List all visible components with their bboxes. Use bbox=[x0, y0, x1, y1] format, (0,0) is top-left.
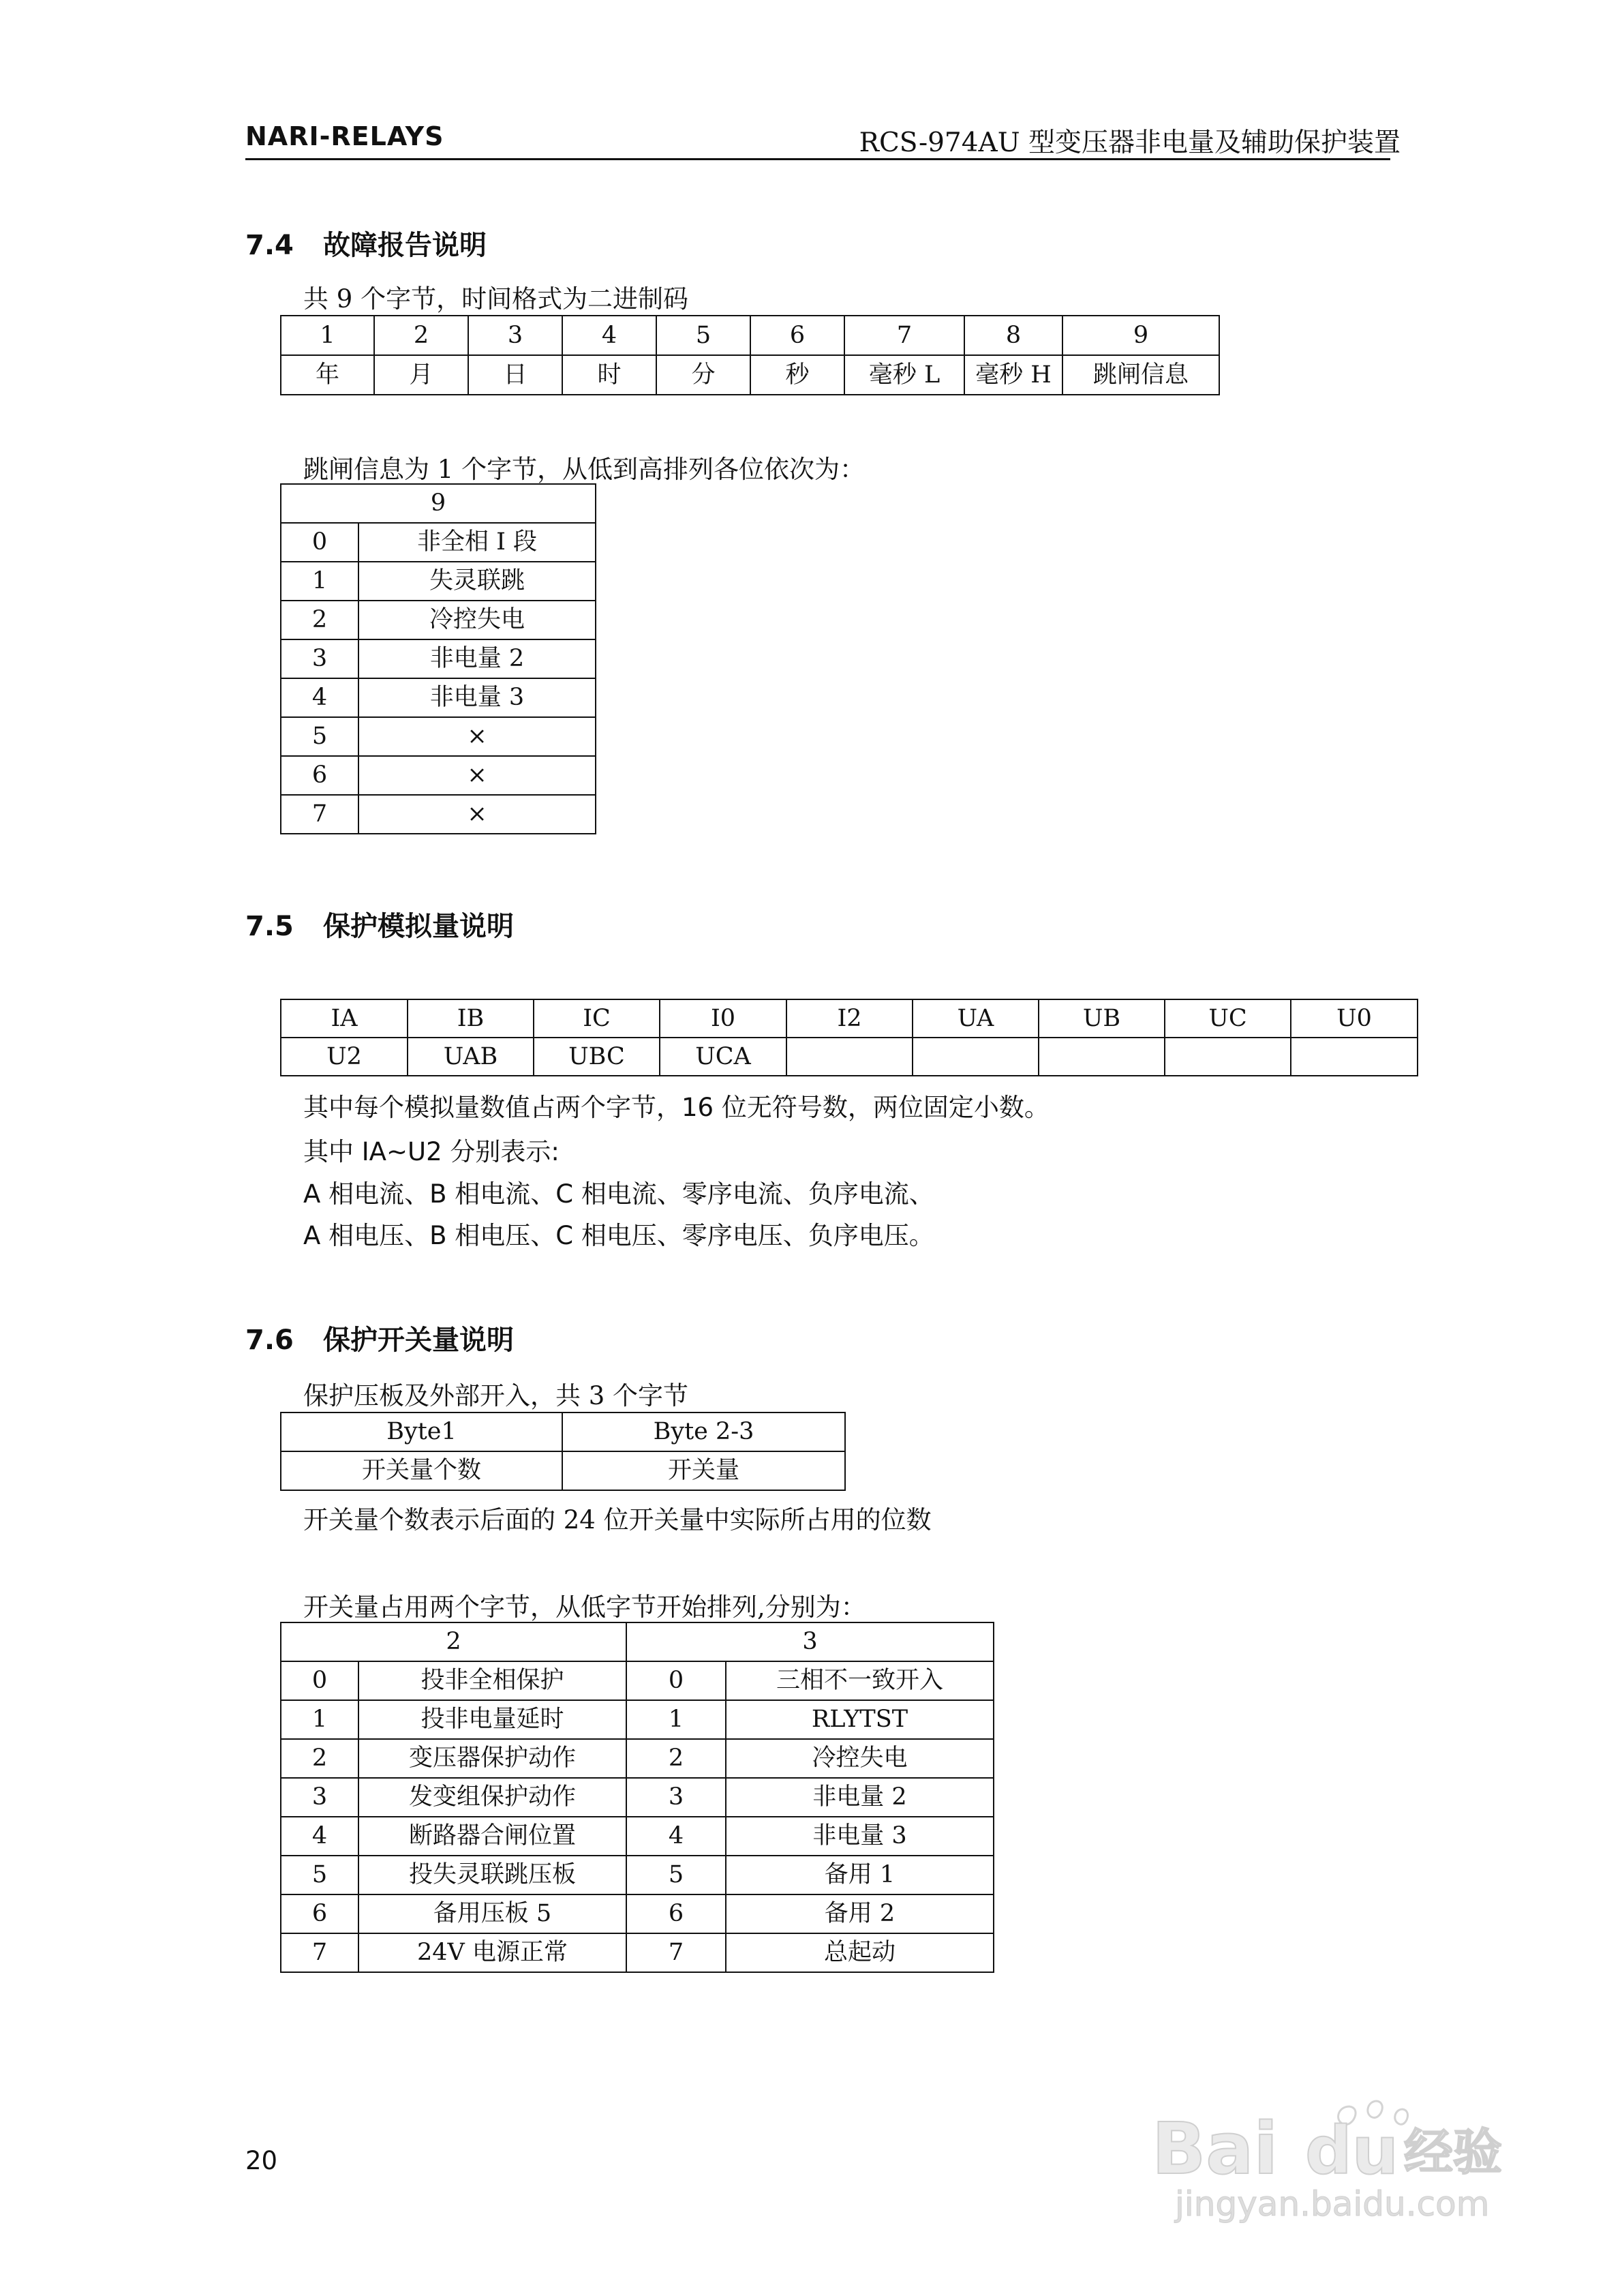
bit-name: × bbox=[358, 756, 596, 795]
bit-index: 4 bbox=[626, 1817, 726, 1856]
bit-index: 4 bbox=[281, 1817, 358, 1856]
byte-index-cell: 9 bbox=[1062, 316, 1219, 355]
bit-index: 1 bbox=[626, 1700, 726, 1739]
header-doc-title: RCS-974AU 型变压器非电量及辅助保护装置 bbox=[859, 127, 1401, 158]
analog-cell bbox=[1039, 1038, 1165, 1076]
byte-index-cell: 5 bbox=[656, 316, 750, 355]
svg-text:经验: 经验 bbox=[1404, 2124, 1503, 2181]
bit-name: 非全相 I 段 bbox=[358, 523, 596, 562]
bit-index: 5 bbox=[626, 1856, 726, 1894]
byte-meaning-cell: 月 bbox=[374, 355, 468, 395]
trip-info-intro: 跳闸信息为 1 个字节，从低到高排列各位依次为： bbox=[303, 455, 866, 484]
analog-cell bbox=[786, 1038, 913, 1076]
analog-cell: UA bbox=[913, 999, 1039, 1038]
bit-name: 失灵联跳 bbox=[358, 562, 596, 601]
bit-name: 总起动 bbox=[726, 1933, 994, 1972]
byte-value-cell: 开关量 bbox=[562, 1451, 845, 1490]
analog-cell: U0 bbox=[1291, 999, 1418, 1038]
svg-text:du: du bbox=[1305, 2113, 1399, 2189]
bit-name: 发变组保护动作 bbox=[358, 1778, 626, 1817]
bit-index: 0 bbox=[281, 1661, 358, 1700]
analog-cell: I2 bbox=[786, 999, 913, 1038]
byte-meaning-cell: 跳闸信息 bbox=[1062, 355, 1219, 395]
bit-index: 5 bbox=[281, 717, 358, 756]
section-title: 故障报告说明 bbox=[323, 230, 487, 261]
bit-index: 0 bbox=[626, 1661, 726, 1700]
analog-cell: UB bbox=[1039, 999, 1165, 1038]
bit-index: 6 bbox=[626, 1894, 726, 1933]
analog-cell: UAB bbox=[408, 1038, 534, 1076]
bit-index: 2 bbox=[281, 1739, 358, 1778]
section-number: 7.5 bbox=[245, 911, 294, 942]
section-title: 保护模拟量说明 bbox=[323, 911, 514, 942]
analog-cell: UC bbox=[1165, 999, 1291, 1038]
bit-name: 备用 2 bbox=[726, 1894, 994, 1933]
byte-meaning-cell: 年 bbox=[281, 355, 374, 395]
analog-note-line: 其中每个模拟量数值占两个字节，16 位无符号数，两位固定小数。 bbox=[303, 1093, 1050, 1122]
byte-meaning-cell: 时 bbox=[562, 355, 656, 395]
section-number: 7.4 bbox=[245, 230, 294, 261]
byte-value-cell: 开关量个数 bbox=[281, 1451, 562, 1490]
svg-text:Bai: Bai bbox=[1152, 2107, 1279, 2190]
bit-name: 投非全相保护 bbox=[358, 1661, 626, 1700]
analog-note-line: 其中 IA~U2 分别表示: bbox=[303, 1137, 560, 1166]
bit-index: 6 bbox=[281, 1894, 358, 1933]
switch-count-note: 开关量个数表示后面的 24 位开关量中实际所占用的位数 bbox=[303, 1505, 932, 1535]
section-7-6-heading bbox=[245, 1318, 514, 1357]
bit-index: 7 bbox=[626, 1933, 726, 1972]
analog-note-line: A 相电压、B 相电压、C 相电压、零序电压、负序电压。 bbox=[303, 1221, 934, 1250]
analog-cell bbox=[1165, 1038, 1291, 1076]
bit-index: 7 bbox=[281, 1933, 358, 1972]
section-7-5-heading bbox=[245, 905, 514, 943]
analog-quantity-table bbox=[280, 999, 1418, 1076]
bit-index: 1 bbox=[281, 562, 358, 601]
bit-index: 4 bbox=[281, 678, 358, 717]
bit-name: × bbox=[358, 717, 596, 756]
byte-index-cell: 8 bbox=[964, 316, 1062, 355]
analog-cell: IA bbox=[281, 999, 408, 1038]
page-number: 20 bbox=[245, 2146, 278, 2175]
switch-bits-table bbox=[280, 1622, 994, 1973]
trip-info-bits-table bbox=[280, 483, 596, 834]
byte-meaning-cell: 毫秒 H bbox=[964, 355, 1062, 395]
header-rule bbox=[245, 158, 1390, 160]
bit-name: 非电量 2 bbox=[358, 639, 596, 678]
header-brand: NARI-RELAYS bbox=[245, 121, 444, 151]
byte-meaning-cell: 日 bbox=[468, 355, 562, 395]
bit-index: 3 bbox=[281, 1778, 358, 1817]
bit-name: 冷控失电 bbox=[726, 1739, 994, 1778]
fault-report-bytes-table bbox=[280, 315, 1220, 395]
byte-index-cell: 4 bbox=[562, 316, 656, 355]
bit-index: 2 bbox=[281, 601, 358, 639]
bit-index: 0 bbox=[281, 523, 358, 562]
bit-name: 三相不一致开入 bbox=[726, 1661, 994, 1700]
byte-meaning-cell: 毫秒 L bbox=[844, 355, 964, 395]
analog-cell: U2 bbox=[281, 1038, 408, 1076]
bit-index: 7 bbox=[281, 795, 358, 834]
bit-name: 备用压板 5 bbox=[358, 1894, 626, 1933]
bit-name: 非电量 3 bbox=[358, 678, 596, 717]
s76-intro: 保护压板及外部开入，共 3 个字节 bbox=[303, 1381, 689, 1410]
byte-index-cell: 1 bbox=[281, 316, 374, 355]
analog-cell bbox=[1291, 1038, 1418, 1076]
section-number: 7.6 bbox=[245, 1325, 294, 1356]
switch-bits-intro: 开关量占用两个字节，从低字节开始排列,分别为： bbox=[303, 1592, 866, 1622]
svg-text:jingyan.baidu.com: jingyan.baidu.com bbox=[1175, 2184, 1490, 2224]
bits-byte-header: 3 bbox=[626, 1622, 994, 1661]
baidu-watermark-logo bbox=[1145, 2093, 1527, 2229]
section-title: 保护开关量说明 bbox=[323, 1325, 514, 1356]
bit-name: 非电量 3 bbox=[726, 1817, 994, 1856]
bit-index: 6 bbox=[281, 756, 358, 795]
s74-intro: 共 9 个字节，时间格式为二进制码 bbox=[303, 284, 689, 314]
bit-name: 冷控失电 bbox=[358, 601, 596, 639]
bit-name: 备用 1 bbox=[726, 1856, 994, 1894]
bit-name: 断路器合闸位置 bbox=[358, 1817, 626, 1856]
bit-index: 2 bbox=[626, 1739, 726, 1778]
bit-index: 3 bbox=[281, 639, 358, 678]
byte-index-cell: 7 bbox=[844, 316, 964, 355]
analog-cell: IC bbox=[534, 999, 660, 1038]
switch-byte-table bbox=[280, 1412, 846, 1491]
bit-index: 5 bbox=[281, 1856, 358, 1894]
analog-cell bbox=[913, 1038, 1039, 1076]
bit-name: 投非电量延时 bbox=[358, 1700, 626, 1739]
bit-name: 变压器保护动作 bbox=[358, 1739, 626, 1778]
analog-cell: UBC bbox=[534, 1038, 660, 1076]
byte-index-cell: 6 bbox=[750, 316, 844, 355]
bits-byte-header: 2 bbox=[281, 1622, 626, 1661]
analog-note-line: A 相电流、B 相电流、C 相电流、零序电流、负序电流、 bbox=[303, 1179, 934, 1209]
trip-bits-header: 9 bbox=[281, 484, 596, 523]
byte-meaning-cell: 秒 bbox=[750, 355, 844, 395]
analog-cell: IB bbox=[408, 999, 534, 1038]
byte-header-cell: Byte 2-3 bbox=[562, 1413, 845, 1451]
analog-cell: I0 bbox=[660, 999, 786, 1038]
bit-index: 1 bbox=[281, 1700, 358, 1739]
bit-name: RLYTST bbox=[726, 1700, 994, 1739]
bit-name: 24V 电源正常 bbox=[358, 1933, 626, 1972]
bit-name: 非电量 2 bbox=[726, 1778, 994, 1817]
byte-header-cell: Byte1 bbox=[281, 1413, 562, 1451]
byte-meaning-cell: 分 bbox=[656, 355, 750, 395]
byte-index-cell: 3 bbox=[468, 316, 562, 355]
analog-cell: UCA bbox=[660, 1038, 786, 1076]
bit-name: 投失灵联跳压板 bbox=[358, 1856, 626, 1894]
bit-index: 3 bbox=[626, 1778, 726, 1817]
bit-name: × bbox=[358, 795, 596, 834]
byte-index-cell: 2 bbox=[374, 316, 468, 355]
section-7-4-heading bbox=[245, 224, 487, 262]
